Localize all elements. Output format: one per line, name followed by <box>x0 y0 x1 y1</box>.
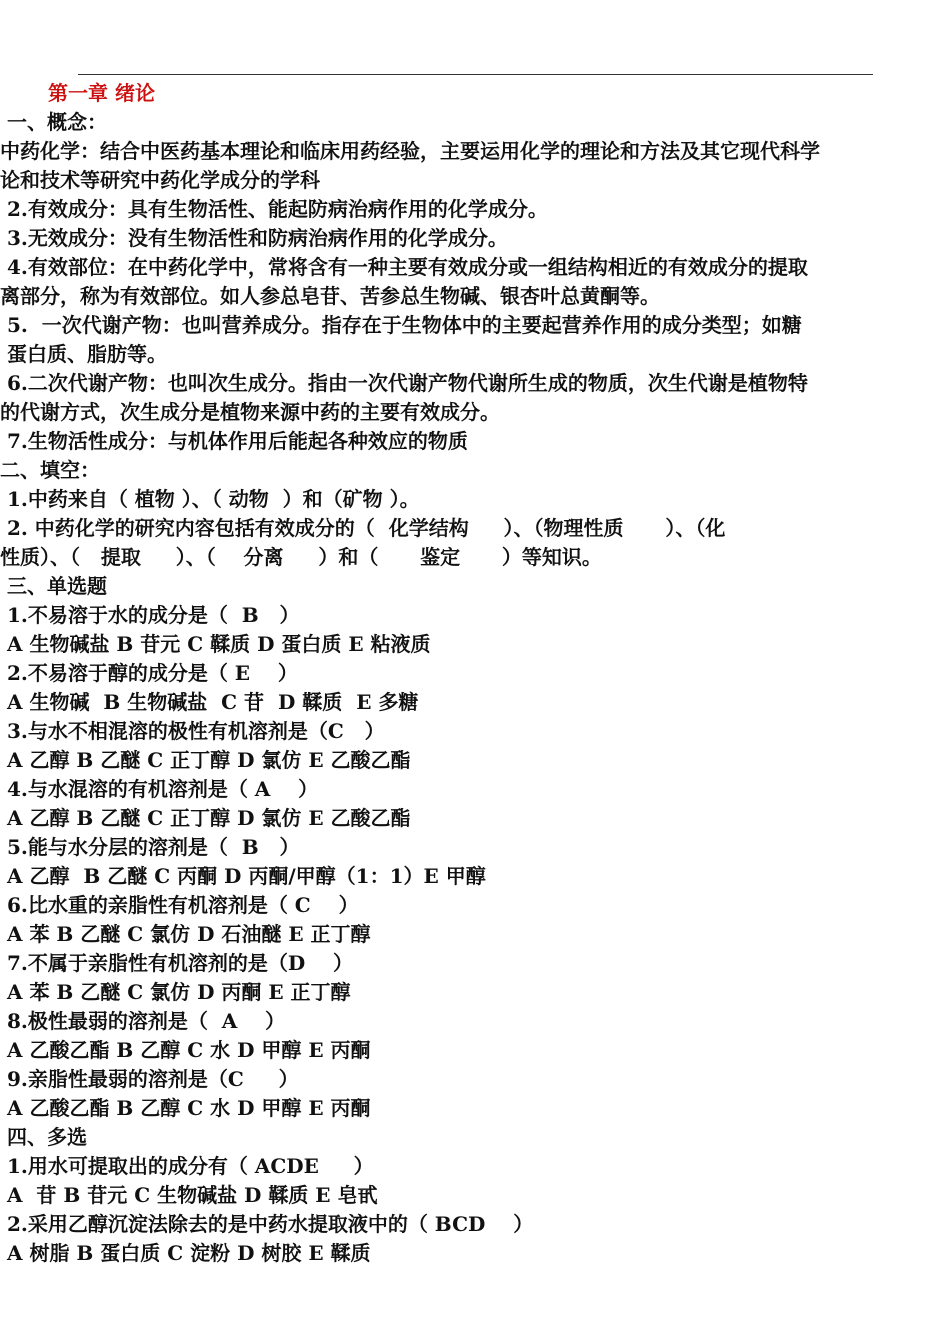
options-line: A 苯 B 乙醚 C 氯仿 D 石油醚 E 正丁醇 <box>0 922 371 946</box>
header-rule <box>78 74 873 75</box>
options-line: A 乙醇 B 乙醚 C 丙酮 D 丙酮/甲醇（1：1）E 甲醇 <box>0 864 486 888</box>
question-line: 9.亲脂性最弱的溶剂是（C ） <box>0 1067 299 1091</box>
text-line: 6.二次代谢产物：也叫次生成分。指由一次代谢产物代谢所生成的物质，次生代谢是植物特 <box>0 371 808 395</box>
text-line: 蛋白质、脂肪等。 <box>0 342 167 366</box>
options-line: A 苯 B 乙醚 C 氯仿 D 丙酮 E 正丁醇 <box>0 980 351 1004</box>
question-line: 4.与水混溶的有机溶剂是（ A ） <box>0 777 319 801</box>
options-line: A 乙醇 B 乙醚 C 正丁醇 D 氯仿 E 乙酸乙酯 <box>0 806 411 830</box>
text-line: 离部分，称为有效部位。如人参总皂苷、苦参总生物碱、银杏叶总黄酮等。 <box>0 284 660 308</box>
section-heading: 二、填空： <box>0 458 100 482</box>
text-line: 1.中药来自（ 植物 ）、（ 动物 ）和（矿物 ）。 <box>0 487 420 511</box>
question-line: 7.不属于亲脂性有机溶剂的是（D ） <box>0 951 354 975</box>
question-line: 2.不易溶于醇的成分是（ E ） <box>0 661 298 685</box>
options-line: A 乙酸乙酯 B 乙醇 C 水 D 甲醇 E 丙酮 <box>0 1096 371 1120</box>
text-line: 7.生物活性成分：与机体作用后能起各种效应的物质 <box>0 429 468 453</box>
section-heading: 三、单选题 <box>0 574 107 598</box>
options-line: A 生物碱 B 生物碱盐 C 苷 D 鞣质 E 多糖 <box>0 690 419 714</box>
question-line: 1.不易溶于水的成分是（ B ） <box>0 603 300 627</box>
text-line: 2. 中药化学的研究内容包括有效成分的（ 化学结构 ）、（物理性质 ）、（化 <box>0 516 726 540</box>
question-line: 2.采用乙醇沉淀法除去的是中药水提取液中的（ BCD ） <box>0 1212 534 1236</box>
question-line: 6.比水重的亲脂性有机溶剂是（ C ） <box>0 893 359 917</box>
section-heading: 四、多选 <box>0 1125 87 1149</box>
text-line: 5. 一次代谢产物：也叫营养成分。指存在于生物体中的主要起营养作用的成分类型；如糖 <box>0 313 802 337</box>
chapter-title: 第一章 绪论 <box>48 81 155 105</box>
text-line: 性质）、（ 提取 ）、（ 分离 ）和（ 鉴定 ）等知识。 <box>0 545 602 569</box>
question-line: 8.极性最弱的溶剂是（ A ） <box>0 1009 286 1033</box>
question-line: 3.与水不相混溶的极性有机溶剂是（C ） <box>0 719 385 743</box>
text-line: 2.有效成分：具有生物活性、能起防病治病作用的化学成分。 <box>0 197 548 221</box>
options-line: A 树脂 B 蛋白质 C 淀粉 D 树胶 E 鞣质 <box>0 1241 371 1265</box>
text-line: 的代谢方式，次生成分是植物来源中药的主要有效成分。 <box>0 400 500 424</box>
options-line: A 苷 B 苷元 C 生物碱盐 D 鞣质 E 皂甙 <box>0 1183 378 1207</box>
options-line: A 乙酸乙酯 B 乙醇 C 水 D 甲醇 E 丙酮 <box>0 1038 371 1062</box>
text-line: 3.无效成分：没有生物活性和防病治病作用的化学成分。 <box>0 226 508 250</box>
question-line: 1.用水可提取出的成分有（ ACDE ） <box>0 1154 374 1178</box>
section-heading: 一、概念： <box>0 110 107 134</box>
text-line: 中药化学：结合中医药基本理论和临床用药经验，主要运用化学的理论和方法及其它现代科学 <box>0 139 820 163</box>
question-line: 5.能与水分层的溶剂是（ B ） <box>0 835 300 859</box>
options-line: A 生物碱盐 B 苷元 C 鞣质 D 蛋白质 E 粘液质 <box>0 632 431 656</box>
text-line: 论和技术等研究中药化学成分的学科 <box>0 168 320 192</box>
text-line: 4.有效部位：在中药化学中，常将含有一种主要有效成分或一组结构相近的有效成分的提取 <box>0 255 808 279</box>
options-line: A 乙醇 B 乙醚 C 正丁醇 D 氯仿 E 乙酸乙酯 <box>0 748 411 772</box>
